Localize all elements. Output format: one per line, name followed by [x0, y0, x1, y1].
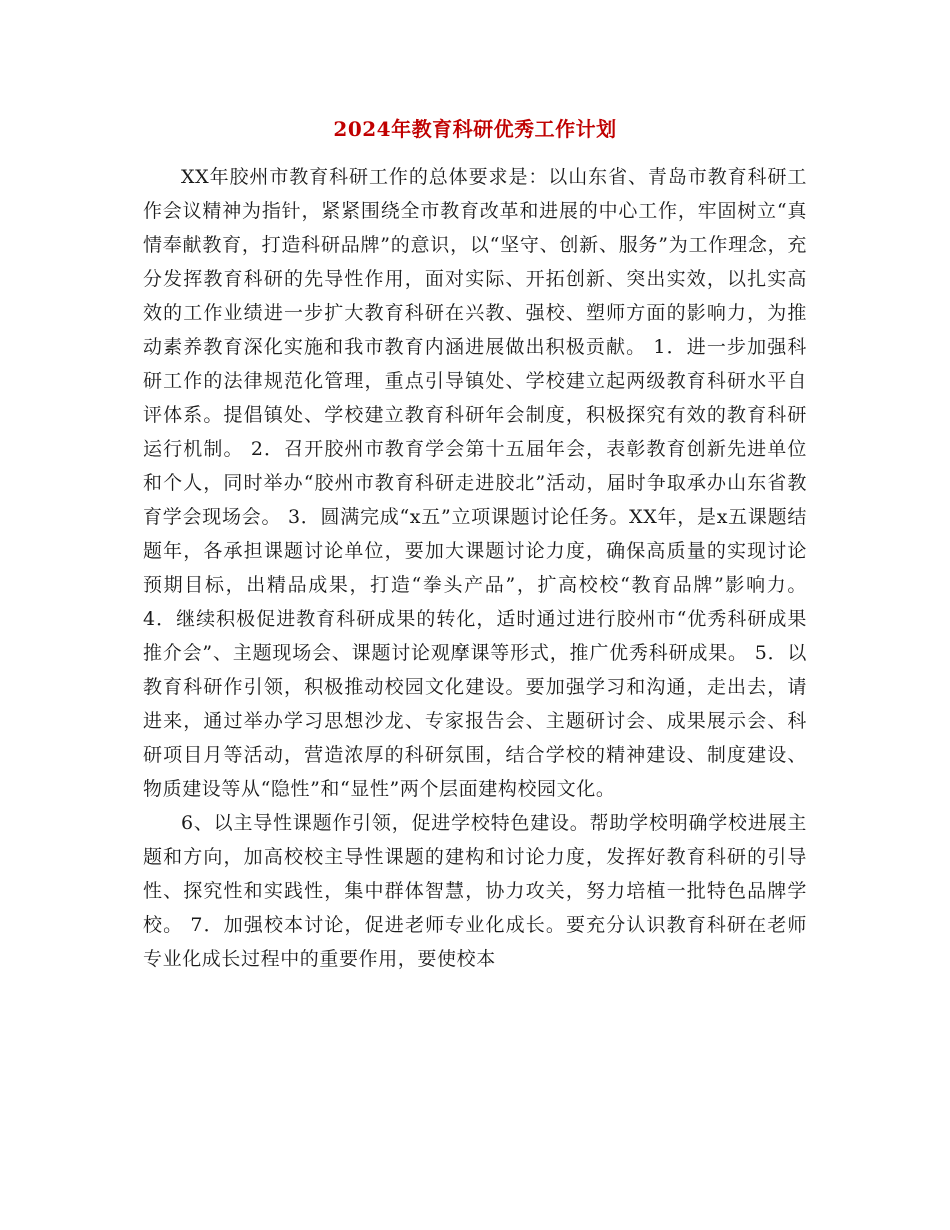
paragraph-2: 6、以主导性课题作引领，促进学校特色建设。帮助学校明确学校进展主题和方向，加高校校主导性课题的建构和讨论力度，发挥好教育科研的引导性、探究性和实践性，集中群体智慧，协力攻关，努力培植一批特色品牌学校。 7．加强校本讨论，促进老师专业化成长。要充分认识教育科研在老师专业化成长过程中的重要作用，要使校本: [143, 812, 807, 970]
paragraph-1: XX年胶州市教育科研工作的总体要求是：以山东省、青岛市教育科研工作会议精神为指针，紧紧围绕全市教育改革和进展的中心工作，牢固树立“真情奉献教育，打造科研品牌”的意识，以“坚守、创新、服务”为工作理念，充分发挥教育科研的先导性作用，面对实际、开拓创新、突出实效，以扎实高效的工作业绩进一步扩大教育科研在兴教、强校、塑师方面的影响力，为推动素养教育深化实施和我市教育内涵进展做出积极贡献。 1．进一步加强科研工作的法律规范化管理，重点引导镇处、学校建立起两级教育科研水平自评体系。提倡镇处、学校建立教育科研年会制度，积极探究有效的教育科研运行机制。 2．召开胶州市教育学会第十五届年会，表彰教育创新先进单位和个人，同时举办“胶州市教育科研走进胶北”活动，届时争取承办山东省教育学会现场会。 3．圆满完成“x五”立项课题讨论任务。XX年，是x五课题结题年，各承担课题讨论单位，要加大课题讨论力度，确保高质量的实现讨论预期目标，出精品成果，打造“拳头产品”，扩高校校“教育品牌”影响力。 4．继续积极促进教育科研成果的转化，适时通过进行胶州市“优秀科研成果推介会”、主题现场会、课题讨论观摩课等形式，推广优秀科研成果。 5．以教育科研作引领，积极推动校园文化建设。要加强学习和沟通，走出去，请进来，通过举办学习思想沙龙、专家报告会、主题研讨会、成果展示会、科研项目月等活动，营造浓厚的科研氛围，结合学校的精神建设、制度建设、物质建设等从“隐性”和“显性”两个层面建构校园文化。: [143, 166, 807, 800]
document-page: [143, 112, 807, 976]
document-title: 2024年教育科研优秀工作计划: [333, 117, 617, 141]
